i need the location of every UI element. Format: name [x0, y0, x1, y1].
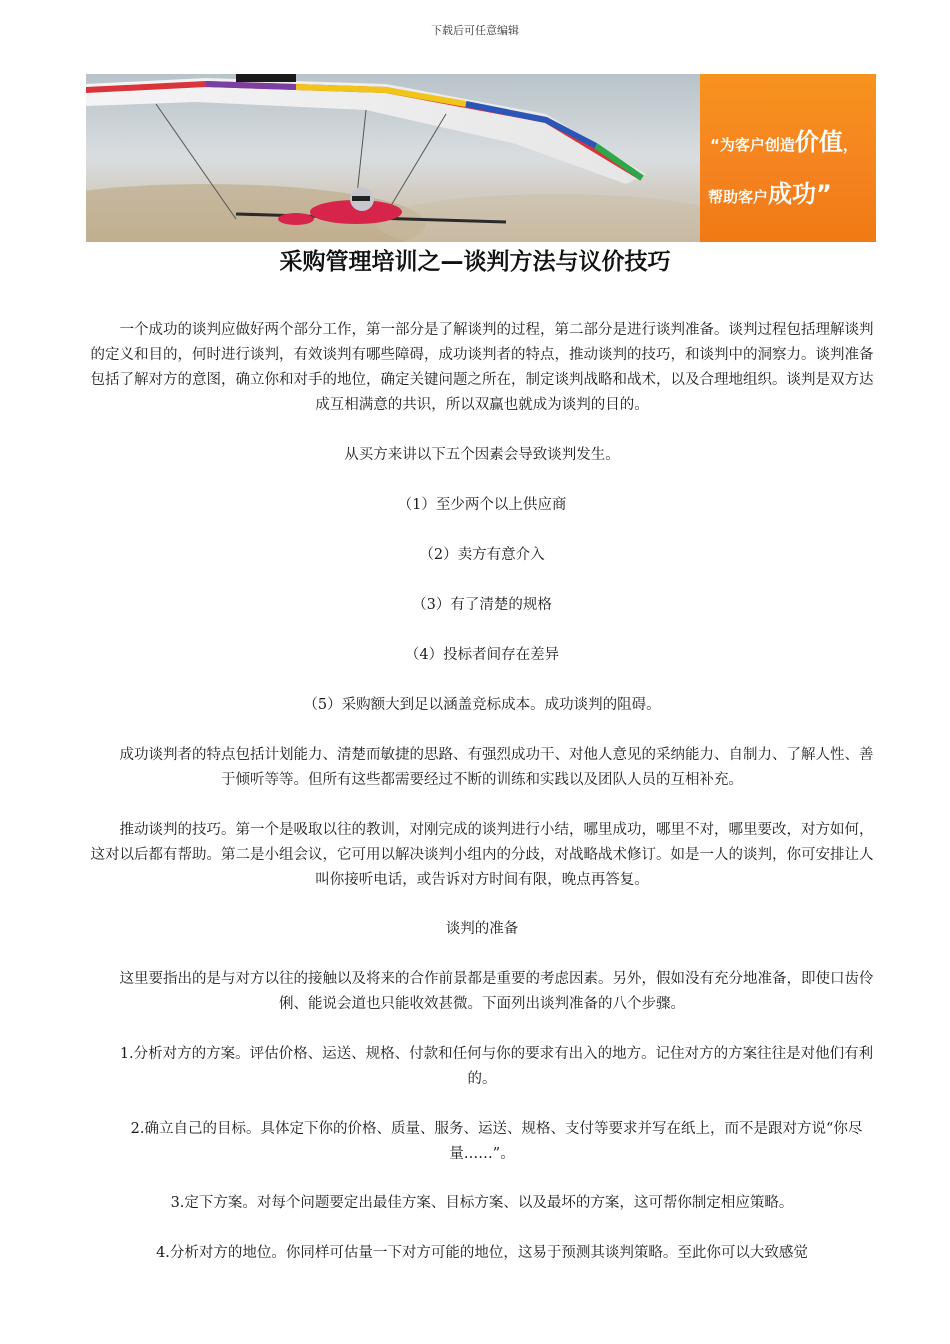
page-header-note: 下载后可任意编辑	[431, 24, 519, 37]
slogan-emphasis: 价值	[794, 128, 843, 156]
document-title: 采购管理培训之—谈判方法与议价技巧	[279, 249, 671, 275]
factor-item-1: （1）至少两个以上供应商	[397, 497, 567, 513]
slogan-text: ，	[842, 136, 858, 154]
hang-glider-photo	[86, 74, 700, 242]
factors-intro: 从买方来讲以下五个因素会导致谈判发生。	[344, 447, 620, 463]
banner	[86, 74, 876, 242]
prep-step-3: 3.定下方案。对每个问题要定出最佳方案、目标方案、以及最坏的方案，这可帮你制定相应策略。	[170, 1195, 794, 1211]
skills-paragraph: 推动谈判的技巧。第一个是吸取以往的教训，对刚完成的谈判进行小结，哪里成功，哪里不对，哪里要改，对方如何，这对以后都有帮助。第二是小组会议，它可用以解决谈判小组内的分歧，对战略战术修订。如是一人的谈判，你可安排让人叫你接听电话，或告诉对方时间有限，晚点再答复。	[90, 822, 874, 888]
slogan-text: “为客户创造	[710, 136, 795, 154]
factor-item-3: （3）有了清楚的规格	[412, 597, 552, 613]
slogan-line-1	[710, 122, 858, 157]
slogan-text: ”	[816, 180, 832, 208]
factor-item-4: （4）投标者间存在差异	[404, 647, 560, 663]
factor-item-5: （5）采购额大到足以涵盖竞标成本。成功谈判的阻碍。	[303, 697, 661, 713]
slogan-panel	[700, 74, 876, 242]
prep-step-1: 1.分析对方的方案。评估价格、运送、规格、付款和任何与你的要求有出入的地方。记住对方的方案往往是对他们有利的。	[119, 1046, 874, 1087]
prep-heading: 谈判的准备	[445, 921, 519, 937]
prep-intro-paragraph: 这里要指出的是与对方以往的接触以及将来的合作前景都是重要的考虑因素。另外，假如没有充分地准备，即使口齿伶俐、能说会道也只能收效甚微。下面列出谈判准备的八个步骤。	[119, 971, 874, 1012]
intro-paragraph: 一个成功的谈判应做好两个部分工作，第一部分是了解谈判的过程，第二部分是进行谈判准备。谈判过程包括理解谈判的定义和目的，何时进行谈判，有效谈判有哪些障碍，成功谈判者的特点，推动谈判的技巧，和谈判中的洞察力。谈判准备包括了解对方的意图，确立你和对手的地位，确定关键问题之所在，制定谈判战略和战术，以及合理地组织。谈判是双方达成互相满意的共识，所以双赢也就成为谈判的目的。	[90, 322, 874, 413]
prep-step-4: 4.分析对方的地位。你同样可估量一下对方可能的地位，这易于预测其谈判策略。至此你可以大致感觉	[156, 1245, 808, 1261]
prep-step-2: 2.确立自己的目标。具体定下你的价格、质量、服务、运送、规格、支付等要求并写在纸上，而不是跟对方说“你尽量……”。	[130, 1121, 863, 1162]
factor-item-2: （2）卖方有意介入	[419, 547, 545, 563]
slogan-line-2	[708, 174, 832, 209]
traits-paragraph: 成功谈判者的特点包括计划能力、清楚而敏捷的思路、有强烈成功干、对他人意见的采纳能力、自制力、了解人性、善于倾听等等。但所有这些都需要经过不断的训练和实践以及团队人员的互相补充。	[119, 747, 874, 788]
slogan-emphasis: 成功	[768, 180, 817, 208]
slogan-text: 帮助客户	[708, 188, 769, 206]
